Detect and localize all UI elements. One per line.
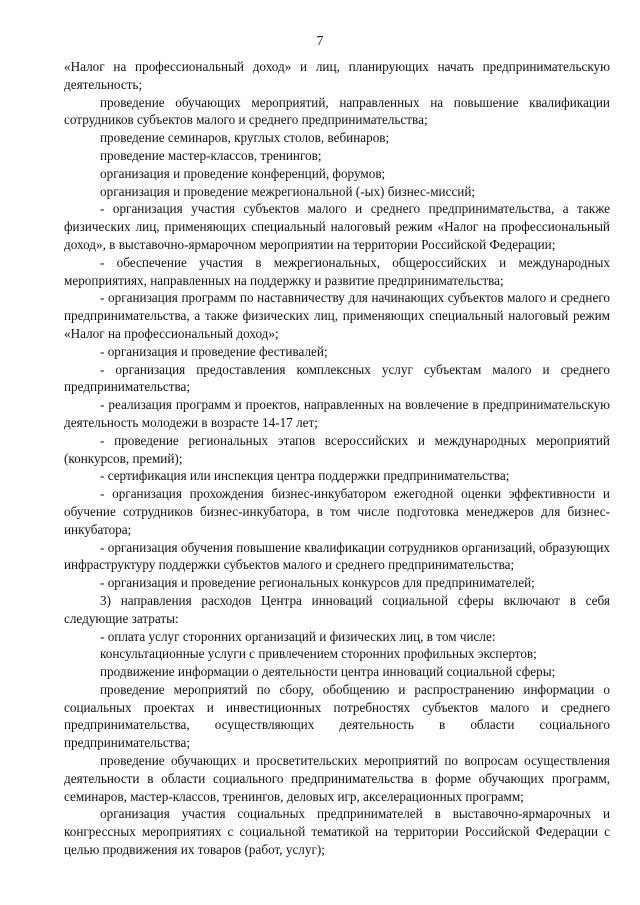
paragraph: - проведение региональных этапов всероссийских и международных мероприятий (конкурсов, премий);	[64, 432, 610, 466]
paragraph: - организация и проведение региональных конкурсов для предпринимателей;	[100, 575, 535, 591]
paragraph: проведение мастер-классов, тренингов;	[100, 147, 322, 163]
paragraph: консультационные услуги с привлечением сторонних профильных экспертов;	[100, 646, 537, 662]
document-body	[64, 58, 610, 859]
paragraph: «Налог на профессиональный доход» и лиц, планирующих начать предпринимательскую деятельность;	[64, 59, 610, 92]
paragraph: - организация программ по наставничеству для начинающих субъектов малого и среднего предпринимательства, а также физических лиц, применяющих специальный налоговый режим «Налог на профессиональный доход»;	[64, 290, 610, 341]
page-number: 7	[316, 33, 324, 48]
paragraph: - организация предоставления комплексных услуг субъектам малого и среднего предпринимательства;	[64, 361, 610, 395]
paragraph: - организация и проведение фестивалей;	[100, 343, 328, 359]
paragraph: - реализация программ и проектов, направленных на вовлечение в предпринимательскую деятельность молодежи в возрасте 14-17 лет;	[64, 397, 610, 430]
paragraph: организация участия социальных предпринимателей в выставочно-ярмарочных и конгрессных мероприятиях с социальной тематикой на территории Российской Федерации с целью продвижения их товаров (работ, услуг);	[64, 806, 610, 858]
paragraph: - организация участия субъектов малого и среднего предпринимательства, а также физических лиц, применяющих специальный налоговый режим «Налог на профессиональный доход», в выставочно-ярмарочном мероприятии на территории Российской Федерации;	[64, 201, 610, 252]
paragraph: проведение обучающих мероприятий, направленных на повышение квалификации сотрудников субъектов малого и среднего предпринимательства;	[64, 94, 610, 128]
paragraph: проведение семинаров, круглых столов, вебинаров;	[100, 130, 390, 146]
paragraph: продвижение информации о деятельности центра инноваций социальной сферы;	[100, 664, 556, 680]
paragraph: проведение обучающих и просветительских мероприятий по вопросам осуществления деятельности в области социального предпринимательства в форме обучающих программ, семинаров, мастер-классов, тренингов, деловых игр, акселерационных программ;	[64, 753, 610, 804]
paragraph: организация и проведение межрегиональной (-ых) бизнес-миссий;	[100, 183, 476, 199]
paragraph: - обеспечение участия в межрегиональных, общероссийских и международных мероприятиях, направленных на поддержку и развитие предпринимательства;	[64, 254, 610, 288]
paragraph: - организация прохождения бизнес-инкубатором ежегодной оценки эффективности и обучение сотрудников бизнес-инкубатора, в том числе подготовка менеджеров для бизнес-инкубатора;	[64, 486, 610, 537]
paragraph: организация и проведение конференций, форумов;	[100, 165, 386, 181]
paragraph: 3) направления расходов Центра инноваций социальной сферы включают в себя следующие затраты:	[64, 592, 610, 626]
paragraph: - организация обучения повышение квалификации сотрудников организаций, образующих инфраструктуру поддержки субъектов малого и среднего предпринимательства;	[64, 539, 610, 573]
paragraph: - оплата услуг сторонних организаций и физических лиц, в том числе:	[100, 628, 496, 644]
paragraph: - сертификация или инспекция центра поддержки предпринимательства;	[100, 468, 510, 484]
paragraph: проведение мероприятий по сбору, обобщению и распространению информации о социальных проектах и инвестиционных потребностях субъектов малого и среднего предпринимательства, осуществляющих деятельность в области социального предпринимательства;	[64, 681, 610, 751]
